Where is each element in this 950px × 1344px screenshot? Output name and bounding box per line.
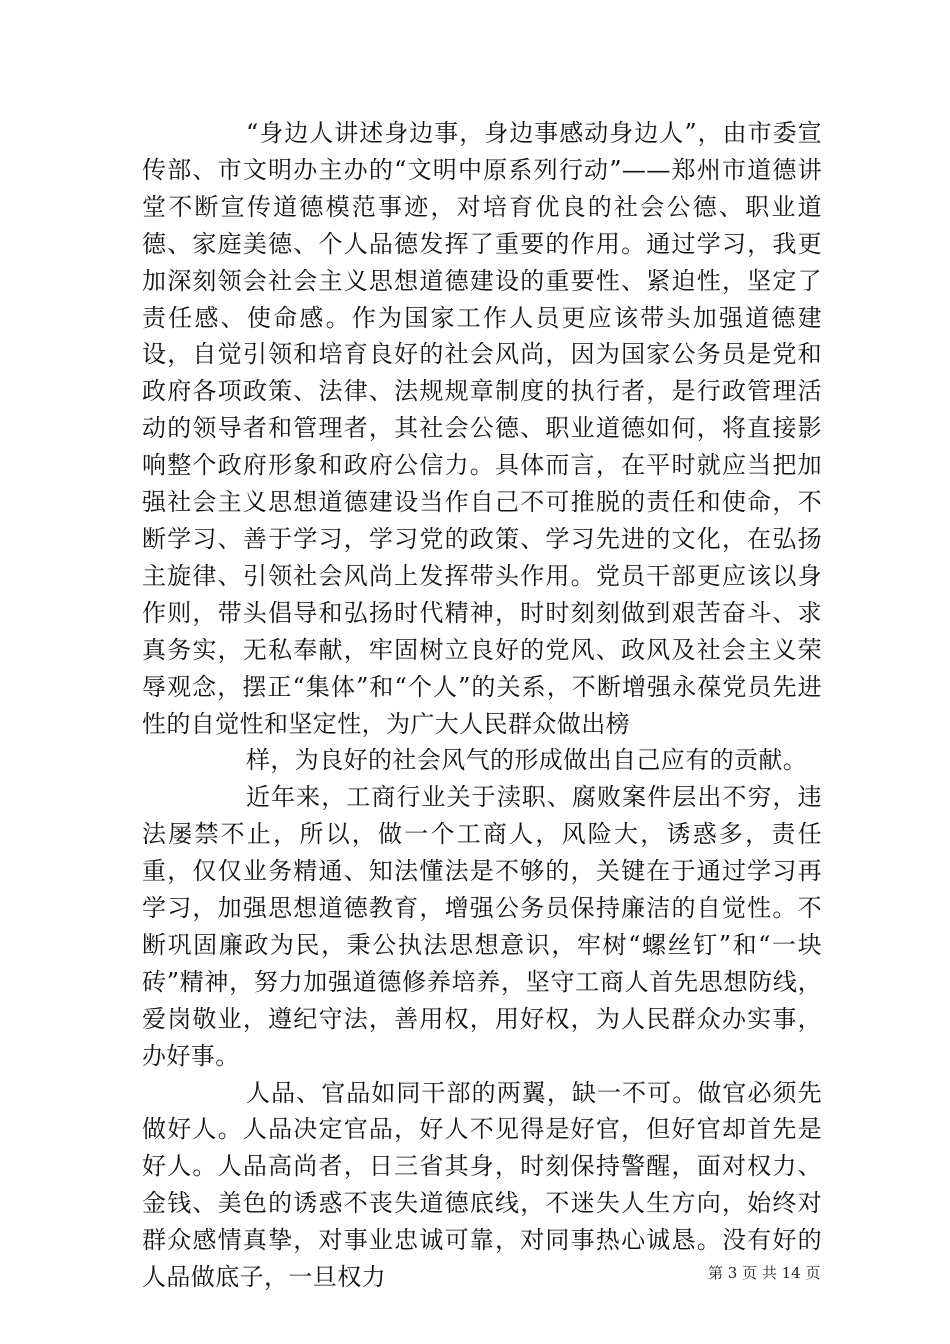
paragraph-3: 近年来，工商行业关于渎职、腐败案件层出不穷，违法屡禁不止，所以，做一个工商人，风险大，诱惑多，责任重，仅仅业务精通、知法懂法是不够的，关键在于通过学习再学习，加强思想道德教育，增强公务员保持廉洁的自觉性。不断巩固廉政为民，秉公执法思想意识，牢树“螺丝钉”和“一块砖”精神，努力加强道德修养培养，坚守工商人首先思想防线，爱岗敬业，遵纪守法，善用权，用好权，为人民群众办实事，办好事。 bbox=[142, 783, 822, 1070]
paragraph-1: “身边人讲述身边事，身边事感动身边人”，由市委宣传部、市文明办主办的“文明中原系列行动”——郑州市道德讲堂不断宣传道德模范事迹，对培育优良的社会公德、职业道德、家庭美德、个人品德发挥了重要的作用。通过学习，我更加深刻领会社会主义思想道德建设的重要性、紧迫性，坚定了责任感、使命感。作为国家工作人员更应该带头加强道德建设，自觉引领和培育良好的社会风尚，因为国家公务员是党和政府各项政策、法律、法规规章制度的执行者，是行政管理活动的领导者和管理者，其社会公德、职业道德如何，将直接影响整个政府形象和政府公信力。具体而言，在平时就应当把加强社会主义思想道德建设当作自己不可推脱的责任和使命，不断学习、善于学习，学习党的政策、学习先进的文化，在弘扬主旋律、引领社会风尚上发挥带头作用。党员干部更应该以身作则，带头倡导和弘扬时代精神，时时刻刻做到艰苦奋斗、求真务实，无私奉献，牢固树立良好的党风、政风及社会主义荣辱观念，摆正“集体”和“个人”的关系，不断增强永葆党员先进性的自觉性和坚定性，为广大人民群众做出榜 bbox=[142, 119, 822, 738]
paragraph-2: 样，为良好的社会风气的形成做出自己应有的贡献。 bbox=[246, 746, 808, 775]
document-body bbox=[142, 115, 822, 1296]
paragraph-4: 人品、官品如同干部的两翼，缺一不可。做官必须先做好人。人品决定官品，好人不见得是好官，但好官却首先是好人。人品高尚者，日三省其身，时刻保持警醒，面对权力、金钱、美色的诱惑不丧失道德底线，不迷失人生方向，始终对群众感情真挚，对事业忠诚可靠，对同事热心诚恳。没有好的人品做底子，一旦权力 bbox=[142, 1078, 822, 1292]
page-number: 第 3 页 共 14 页 bbox=[708, 1264, 821, 1282]
